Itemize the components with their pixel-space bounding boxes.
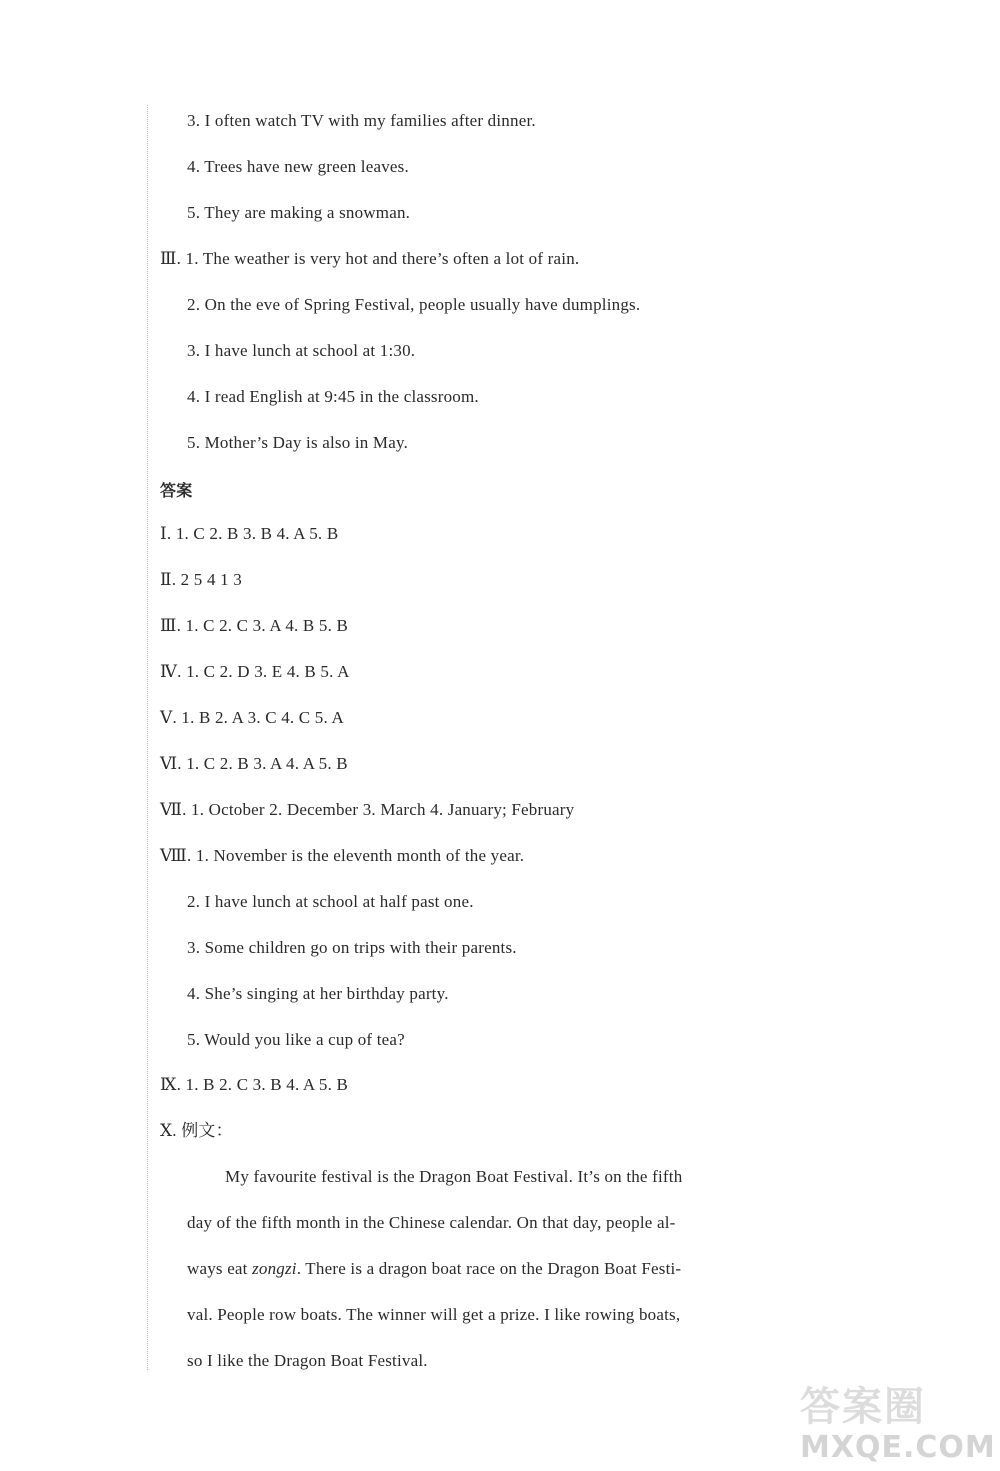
answer-row: Ⅴ. 1. B 2. A 3. C 4. C 5. A: [160, 708, 344, 727]
answer-row: Ⅲ. 1. C 2. C 3. A 4. B 5. B: [160, 616, 349, 635]
essay-text: ways eat: [187, 1259, 253, 1278]
section-iii-item-1: Ⅲ. 1. The weather is very hot and there’s often a lot of rain.: [160, 249, 580, 268]
sentence-line: 4. I read English at 9:45 in the classroom.: [187, 387, 479, 406]
watermark-logo-text: 答案圈: [800, 1384, 926, 1430]
sentence-line: 4. She’s singing at her birthday party.: [187, 984, 449, 1003]
sentence-line: 5. They are making a snowman.: [187, 203, 411, 222]
answer-row: Ⅰ. 1. C 2. B 3. B 4. A 5. B: [160, 524, 339, 543]
essay-line: My favourite festival is the Dragon Boat Festival. It’s on the fifth: [225, 1167, 683, 1186]
margin-dotted-line: [147, 105, 148, 1370]
essay-italic-word: zongzi: [252, 1259, 297, 1278]
sentence-line: 5. Would you like a cup of tea?: [187, 1030, 405, 1049]
sentence-line: 2. I have lunch at school at half past one.: [187, 892, 474, 911]
answers-heading: 答案: [160, 481, 193, 500]
essay-text: . There is a dragon boat race on the Dragon Boat Festi-: [296, 1259, 682, 1278]
essay-line: [187, 1258, 681, 1280]
sentence-line: 3. Some children go on trips with their parents.: [187, 938, 517, 957]
answer-row: Ⅱ. 2 5 4 1 3: [160, 570, 242, 589]
watermark: [800, 1375, 996, 1467]
answer-row: Ⅳ. 1. C 2. D 3. E 4. B 5. A: [160, 662, 350, 681]
sentence-line: 5. Mother’s Day is also in May.: [187, 433, 409, 452]
answer-row: Ⅸ. 1. B 2. C 3. B 4. A 5. B: [160, 1075, 349, 1094]
essay-line: so I like the Dragon Boat Festival.: [187, 1351, 428, 1370]
sentence-line: 3. I have lunch at school at 1:30.: [187, 341, 416, 360]
essay-line: val. People row boats. The winner will get a prize. I like rowing boats,: [187, 1305, 681, 1324]
sentence-line: 4. Trees have new green leaves.: [187, 157, 409, 176]
sentence-line: 2. On the eve of Spring Festival, people usually have dumplings.: [187, 295, 641, 314]
sample-essay-heading: Ⅹ. 例文：: [160, 1121, 233, 1140]
section-viii-item-1: Ⅷ. 1. November is the eleventh month of the year.: [160, 846, 525, 865]
essay-line: day of the fifth month in the Chinese calendar. On that day, people al-: [187, 1213, 676, 1232]
sentence-line: 3. I often watch TV with my families after dinner.: [187, 111, 536, 130]
answer-row: Ⅶ. 1. October 2. December 3. March 4. January; February: [160, 800, 575, 819]
watermark-url: MXQE.COM: [800, 1430, 996, 1465]
answer-row: Ⅵ. 1. C 2. B 3. A 4. A 5. B: [160, 754, 348, 773]
